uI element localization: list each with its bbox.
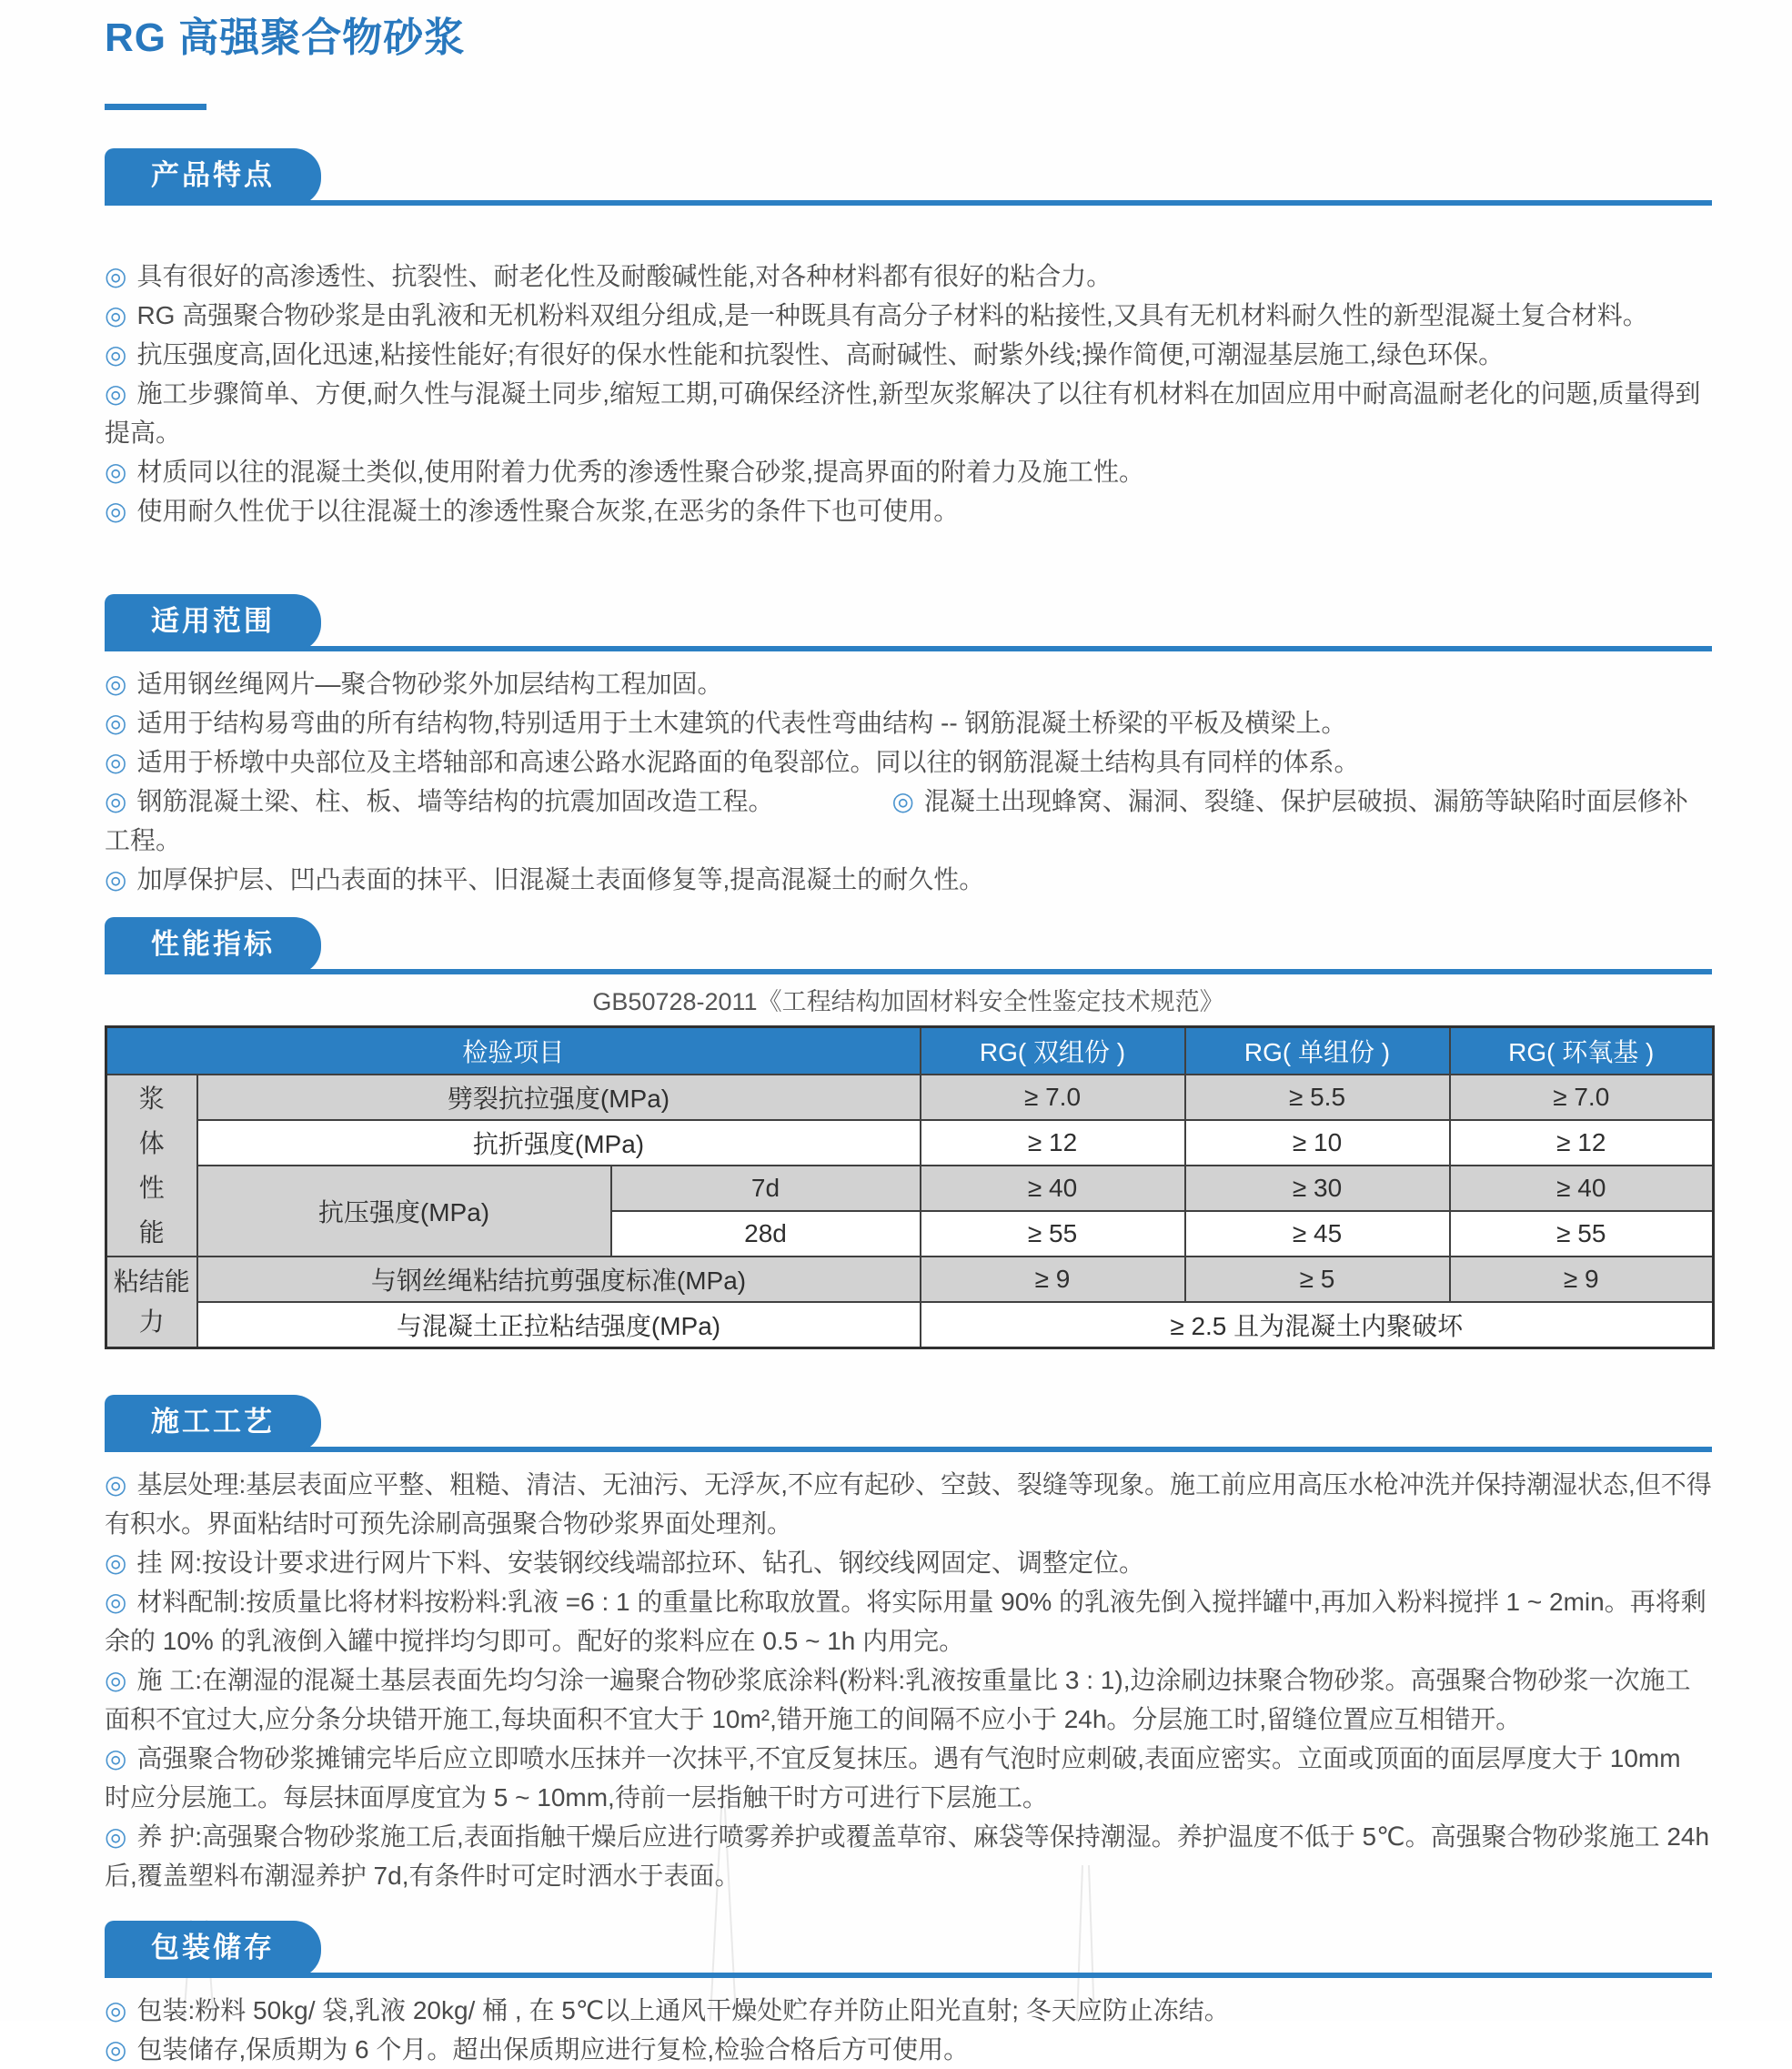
row-name: 抗折强度(MPa) — [197, 1120, 921, 1166]
bullet-icon: ◎ — [105, 458, 127, 486]
cell-value: ≥ 55 — [1450, 1211, 1714, 1257]
table-row — [106, 1075, 1714, 1120]
list-item — [105, 1660, 1712, 1739]
section-header — [105, 917, 1712, 974]
list-item — [105, 1543, 1712, 1582]
section-tab-construction: 施工工艺 — [105, 1395, 321, 1452]
bullet-icon: ◎ — [105, 301, 127, 329]
list-item — [105, 1582, 1712, 1660]
list-item-text: 包装:粉料 50kg/ 袋,乳液 20kg/ 桶 , 在 5℃以上通风干燥处贮存并防止阳光直射; 冬天应防止冻结。 — [136, 1996, 1230, 2024]
list-item — [105, 491, 1712, 530]
cell-value: ≥ 5 — [1185, 1257, 1450, 1302]
cell-value: ≥ 9 — [1450, 1257, 1714, 1302]
construction-list — [105, 1465, 1712, 1895]
list-item-text: 基层处理:基层表面应平整、粗糙、清洁、无油污、无浮灰,不应有起砂、空鼓、裂缝等现象。施工前应用高压水枪冲洗并保持潮湿状态,但不得有积水。界面粘结时可预先涂刷高强聚合物砂浆界面处理剂。 — [105, 1470, 1712, 1538]
list-item — [105, 664, 1712, 703]
list-item — [105, 1991, 1712, 2030]
section-rule — [105, 200, 1712, 206]
bullet-icon: ◎ — [105, 379, 127, 408]
bullet-icon: ◎ — [105, 1996, 127, 2024]
page-title: RG 高强聚合物砂浆 — [105, 15, 466, 60]
cell-value: ≥ 12 — [921, 1120, 1185, 1166]
list-item — [105, 257, 1712, 296]
list-item — [105, 742, 1712, 782]
cell-value: ≥ 12 — [1450, 1120, 1714, 1166]
table-row — [106, 1120, 1714, 1166]
bullet-icon: ◎ — [105, 709, 127, 737]
section-packaging — [105, 1921, 1712, 2069]
cell-value-merged: ≥ 2.5 且为混凝土内聚破坏 — [921, 1302, 1714, 1348]
list-item — [105, 452, 1712, 491]
list-item-text: 适用于桥墩中央部位及主塔轴部和高速公路水泥路面的龟裂部位。同以往的钢筋混凝土结构具有同样的体系。 — [136, 748, 1360, 776]
section-rule — [105, 1447, 1712, 1452]
list-item-text: 钢筋混凝土梁、柱、板、墙等结构的抗震加固改造工程。 — [136, 787, 774, 815]
bullet-icon: ◎ — [105, 1470, 127, 1499]
bullet-icon: ◎ — [891, 787, 914, 815]
list-item-text: 具有很好的高渗透性、抗裂性、耐老化性及耐酸碱性能,对各种材料都有很好的粘合力。 — [136, 262, 1112, 290]
bullet-icon: ◎ — [105, 1744, 127, 1772]
bullet-icon: ◎ — [105, 748, 127, 776]
section-tab-features: 产品特点 — [105, 148, 321, 206]
row-name-compressive: 抗压强度(MPa) — [197, 1166, 611, 1257]
section-features — [105, 148, 1712, 530]
list-item-text: 材质同以往的混凝土类似,使用附着力优秀的渗透性聚合砂浆,提高界面的附着力及施工性。 — [136, 458, 1145, 486]
bullet-icon: ◎ — [105, 670, 127, 698]
group-label-text: 粘结能力 — [113, 1267, 190, 1336]
cell-value: ≥ 9 — [921, 1257, 1185, 1302]
section-header — [105, 594, 1712, 651]
list-item-text: 适用于结构易弯曲的所有结构物,特别适用于土木建筑的代表性弯曲结构 -- 钢筋混凝土桥梁的平板及横梁上。 — [136, 709, 1347, 737]
list-item-text: RG 高强聚合物砂浆是由乳液和无机粉料双组分组成,是一种既具有高分子材料的粘接性,又具有无机材料耐久性的新型混凝土复合材料。 — [136, 301, 1648, 329]
bullet-icon: ◎ — [105, 497, 127, 525]
sub-row-7d: 7d — [611, 1166, 921, 1211]
list-item — [105, 2030, 1712, 2069]
table-row — [106, 1302, 1714, 1348]
bullet-icon: ◎ — [105, 2035, 127, 2064]
list-item-text: 养 护:高强聚合物砂浆施工后,表面指触干燥后应进行喷雾养护或覆盖草帘、麻袋等保持潮湿。养护温度不低于 5℃。高强聚合物砂浆施工 24h 后,覆盖塑料布潮湿养护 7d,有条件时可定时洒水于表面。 — [105, 1822, 1710, 1890]
column-header-rg-single: RG( 单组份 ) — [1185, 1027, 1450, 1075]
column-header-rg-dual: RG( 双组份 ) — [921, 1027, 1185, 1075]
list-item-text: 施 工:在潮湿的混凝土基层表面先均匀涂一遍聚合物砂浆底涂料(粉料:乳液按重量比 3 : 1),边涂刷边抹聚合物砂浆。高强聚合物砂浆一次施工面积不宜过大,应分条分块错开施工,每块面积不宜大于 10m²,错开施工的间隔不应小于 24h。分层施工时,留缝位置应互相错开。 — [105, 1666, 1691, 1733]
bullet-icon: ◎ — [105, 1666, 127, 1694]
list-item — [105, 1739, 1712, 1817]
bullet-icon: ◎ — [105, 340, 127, 368]
section-rule — [105, 1973, 1712, 1978]
list-item-text: 高强聚合物砂浆摊铺完毕后应立即喷水压抹并一次抹平,不宜反复抹压。遇有气泡时应刺破,表面应密实。立面或顶面的面层厚度大于 10mm 时应分层施工。每层抹面厚度宜为 5 ~ 10mm,待前一层指触干时方可进行下层施工。 — [105, 1744, 1681, 1812]
section-header — [105, 1921, 1712, 1978]
group-label-slurry — [106, 1075, 197, 1257]
section-rule — [105, 969, 1712, 974]
list-item-text: 混凝土出现蜂窝、漏洞、裂缝、保护层破损、漏筋等缺陷时面层修补工程。 — [105, 787, 1688, 854]
section-header — [105, 148, 1712, 206]
features-list — [105, 257, 1712, 530]
list-item-text: 挂 网:按设计要求进行网片下料、安装钢绞线端部拉环、钻孔、钢绞线网固定、调整定位。 — [136, 1549, 1145, 1577]
section-tab-scope: 适用范围 — [105, 594, 321, 651]
cell-value: ≥ 40 — [921, 1166, 1185, 1211]
row-name: 与钢丝绳粘结抗剪强度标准(MPa) — [197, 1257, 921, 1302]
packaging-list — [105, 1991, 1712, 2069]
column-header-item: 检验项目 — [106, 1027, 921, 1075]
list-item-text: 包装储存,保质期为 6 个月。超出保质期应进行复检,检验合格后方可使用。 — [136, 2035, 970, 2064]
cell-value: ≥ 7.0 — [921, 1075, 1185, 1120]
row-name: 劈裂抗拉强度(MPa) — [197, 1075, 921, 1120]
cell-value: ≥ 45 — [1185, 1211, 1450, 1257]
bullet-icon: ◎ — [105, 1822, 127, 1851]
list-item — [105, 860, 1712, 899]
list-item-text: 加厚保护层、凹凸表面的抹平、旧混凝土表面修复等,提高混凝土的耐久性。 — [136, 865, 985, 893]
sub-row-28d: 28d — [611, 1211, 921, 1257]
list-item — [105, 335, 1712, 374]
list-item — [105, 296, 1712, 335]
cell-value: ≥ 5.5 — [1185, 1075, 1450, 1120]
bullet-icon: ◎ — [105, 1588, 127, 1616]
list-item — [105, 1817, 1712, 1895]
row-name: 与混凝土正拉粘结强度(MPa) — [197, 1302, 921, 1348]
section-rule — [105, 646, 1712, 651]
bullet-icon: ◎ — [105, 262, 127, 290]
group-label-bond — [106, 1257, 197, 1348]
table-caption: GB50728-2011《工程结构加固材料安全性鉴定技术规范》 — [592, 988, 1224, 1015]
cell-value: ≥ 30 — [1185, 1166, 1450, 1211]
list-item-text: 施工步骤简单、方便,耐久性与混凝土同步,缩短工期,可确保经济性,新型灰浆解决了以往有机材料在加固应用中耐高温耐老化的问题,质量得到提高。 — [105, 379, 1701, 447]
list-item — [105, 703, 1712, 742]
scope-list — [105, 664, 1712, 899]
cell-value: ≥ 10 — [1185, 1120, 1450, 1166]
group-label-text: 浆体性能 — [138, 1085, 165, 1246]
table-row — [106, 1166, 1714, 1211]
table-header-row — [106, 1027, 1714, 1075]
section-tab-packaging: 包装储存 — [105, 1921, 321, 1978]
list-item-text: 抗压强度高,固化迅速,粘接性能好;有很好的保水性能和抗裂性、高耐碱性、耐紫外线;操作简便,可潮湿基层施工,绿色环保。 — [136, 340, 1505, 368]
bullet-icon: ◎ — [105, 1549, 127, 1577]
section-header — [105, 1395, 1712, 1452]
cell-value: ≥ 7.0 — [1450, 1075, 1714, 1120]
table-row — [106, 1257, 1714, 1302]
section-performance — [105, 917, 1712, 1349]
section-scope — [105, 594, 1712, 899]
column-header-rg-epoxy: RG( 环氧基 ) — [1450, 1027, 1714, 1075]
cell-value: ≥ 40 — [1450, 1166, 1714, 1211]
title-underline — [105, 104, 206, 110]
section-tab-performance: 性能指标 — [105, 917, 321, 974]
performance-table — [105, 1025, 1715, 1349]
list-item — [105, 1465, 1712, 1543]
cell-value: ≥ 55 — [921, 1211, 1185, 1257]
bullet-icon: ◎ — [105, 787, 127, 815]
list-item-text: 使用耐久性优于以往混凝土的渗透性聚合灰浆,在恶劣的条件下也可使用。 — [136, 497, 960, 525]
section-construction — [105, 1395, 1712, 1895]
list-item-dual — [105, 782, 1712, 860]
list-item — [105, 374, 1712, 452]
list-item-text: 适用钢丝绳网片—聚合物砂浆外加层结构工程加固。 — [136, 670, 723, 698]
bullet-icon: ◎ — [105, 865, 127, 893]
list-item-text: 材料配制:按质量比将材料按粉料:乳液 =6 : 1 的重量比称取放置。将实际用量 90% 的乳液先倒入搅拌罐中,再加入粉料搅拌 1 ~ 2min。再将剩余的 10% 的乳液倒入罐中搅拌均匀即可。配好的浆料应在 0.5 ~ 1h 内用完。 — [105, 1588, 1706, 1655]
